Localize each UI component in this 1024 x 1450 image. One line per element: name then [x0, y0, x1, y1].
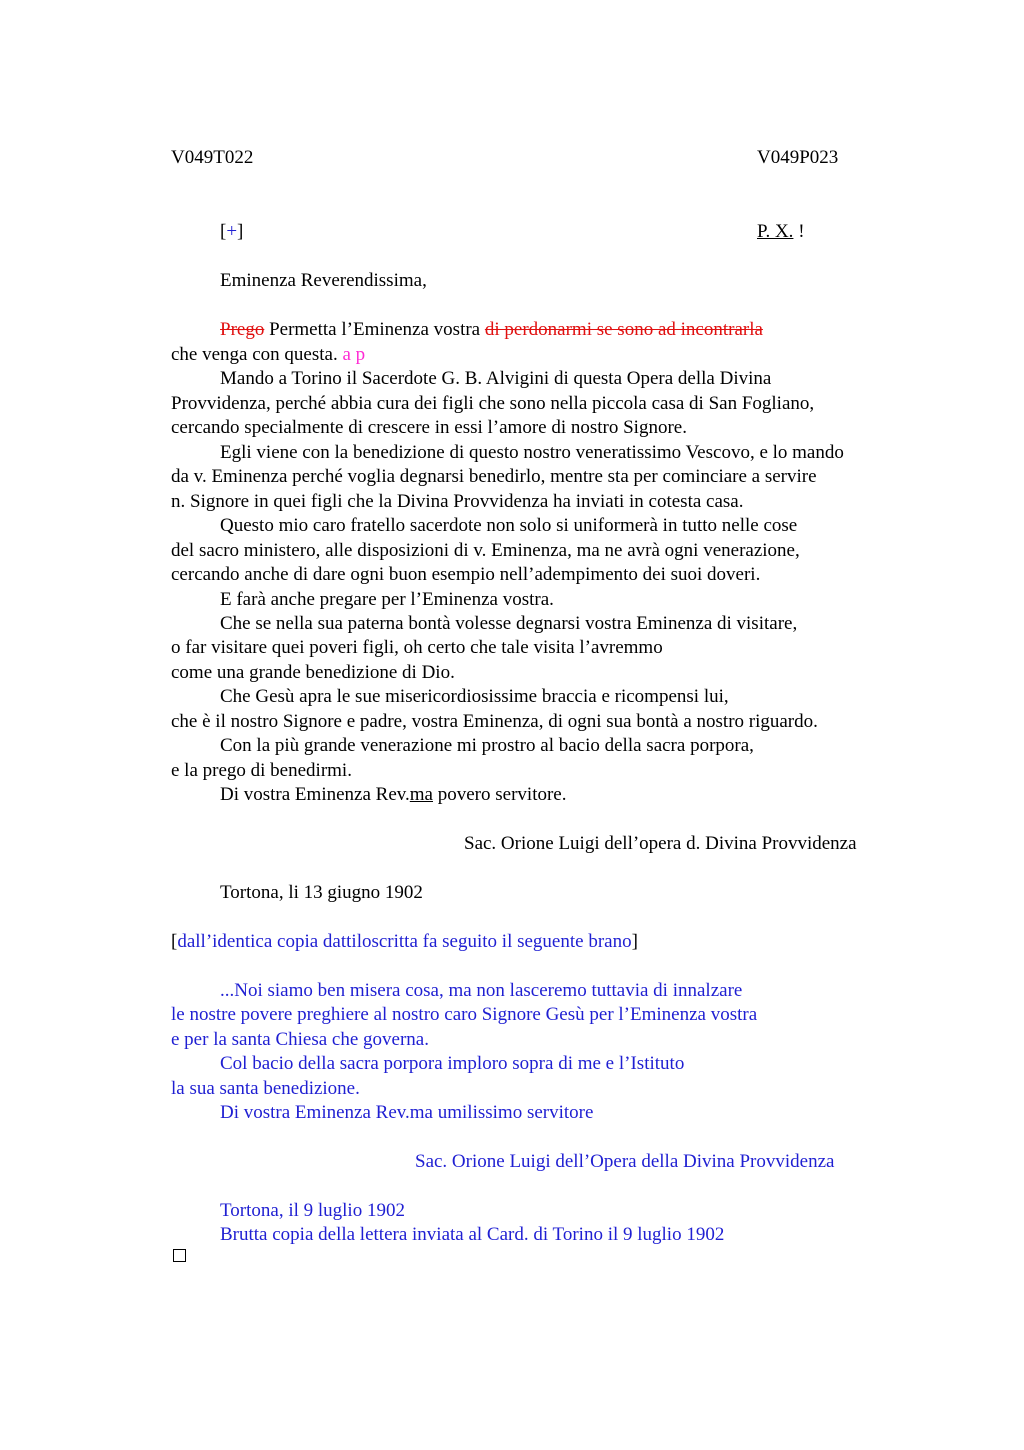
closing-line: [220, 783, 566, 807]
body-line: che è il nostro Signore e padre, vostra Eminenza, di ogni sua bontà a nostro riguardo.: [171, 711, 818, 732]
signature: Sac. Orione Luigi dell’opera d. Divina Provvidenza: [464, 833, 857, 854]
appendix-line: e per la santa Chiesa che governa.: [171, 1029, 429, 1050]
body-line: del sacro ministero, alle disposizioni di v. Eminenza, ma ne avrà ogni venerazione,: [171, 540, 800, 561]
letter-date: Tortona, li 13 giugno 1902: [220, 882, 423, 903]
body-line: Questo mio caro fratello sacerdote non solo si uniformerà in tutto nelle cose: [220, 515, 798, 536]
kept-text: Permetta l’Eminenza vostra: [264, 319, 485, 340]
body-line: Che Gesù apra le sue misericordiosissime braccia e ricompensi lui,: [220, 686, 729, 707]
editorial-note-open-bracket: [: [171, 931, 178, 952]
body-line: cercando specialmente di crescere in essi l’amore di nostro Signore.: [171, 417, 687, 438]
continuation-text: che venga con questa.: [171, 344, 343, 365]
appendix-line: la sua santa benedizione.: [171, 1078, 360, 1099]
closing-prefix: Di vostra Eminenza Rev.: [220, 784, 410, 805]
deleted-word: Prego: [220, 319, 265, 340]
appendix-note: Brutta copia della lettera inviata al Card. di Torino il 9 luglio 1902: [220, 1224, 725, 1245]
appendix-line: ...Noi siamo ben misera cosa, ma non lasceremo tuttavia di innalzare: [220, 980, 743, 1001]
cross-icon: +: [226, 221, 238, 242]
closing-abbrev: ma: [409, 784, 433, 805]
appendix-line: le nostre povere preghiere al nostro caro Signore Gesù per l’Eminenza vostra: [171, 1004, 758, 1025]
body-line: Che se nella sua paterna bontà volesse degnarsi vostra Eminenza di visitare,: [220, 613, 798, 634]
appendix-line: Col bacio della sacra porpora imploro sopra di me e l’Istituto: [220, 1053, 685, 1074]
salutation: Eminenza Reverendissima,: [220, 270, 427, 291]
cross-open-bracket: [: [220, 221, 227, 242]
corrected-line-continuation: [171, 343, 365, 367]
px-exclamation: !: [793, 221, 805, 242]
px-text: P. X.: [757, 221, 794, 242]
insertion-mark: a p: [342, 344, 366, 365]
body-line: Mando a Torino il Sacerdote G. B. Alvigini di questa Opera della Divina: [220, 368, 772, 389]
corrected-line: [220, 318, 763, 342]
cross-close-bracket: ]: [237, 221, 244, 242]
document-code-right: V049P023: [757, 147, 839, 168]
body-line: da v. Eminenza perché voglia degnarsi benedirlo, mentre sta per cominciare a servire: [171, 466, 817, 487]
document-code-left: V049T022: [171, 147, 254, 168]
body-line: come una grande benedizione di Dio.: [171, 662, 455, 683]
editorial-note-close-bracket: ]: [631, 931, 638, 952]
appendix-signature: Sac. Orione Luigi dell’Opera della Divina Provvidenza: [415, 1151, 835, 1172]
body-line: e la prego di benedirmi.: [171, 760, 352, 781]
appendix-date: Tortona, il 9 luglio 1902: [220, 1200, 405, 1221]
body-line: Provvidenza, perché abbia cura dei figli che sono nella piccola casa di San Fogliano,: [171, 393, 815, 414]
editorial-note-text: dall’identica copia dattiloscritta fa seguito il seguente brano: [177, 931, 632, 952]
body-line: Con la più grande venerazione mi prostro al bacio della sacra porpora,: [220, 735, 754, 756]
body-line: o far visitare quei poveri figli, oh certo che tale visita l’avremmo: [171, 637, 663, 658]
body-line: n. Signore in quei figli che la Divina Provvidenza ha inviati in cotesta casa.: [171, 491, 744, 512]
body-line: Egli viene con la benedizione di questo nostro veneratissimo Vescovo, e lo mando: [220, 442, 844, 463]
body-line: E farà anche pregare per l’Eminenza vostra.: [220, 589, 554, 610]
cross-mark: [220, 220, 243, 244]
deleted-phrase: di perdonarmi se sono ad incontrarla: [484, 319, 763, 340]
appendix-line: Di vostra Eminenza Rev.ma umilissimo servitore: [220, 1102, 594, 1123]
body-line: cercando anche di dare ogni buon esempio nell’adempimento dei suoi doveri.: [171, 564, 761, 585]
editorial-note: [171, 930, 638, 954]
closing-suffix: povero servitore.: [433, 784, 567, 805]
checkbox-square-icon: [173, 1249, 186, 1262]
px-mark: [757, 220, 805, 244]
